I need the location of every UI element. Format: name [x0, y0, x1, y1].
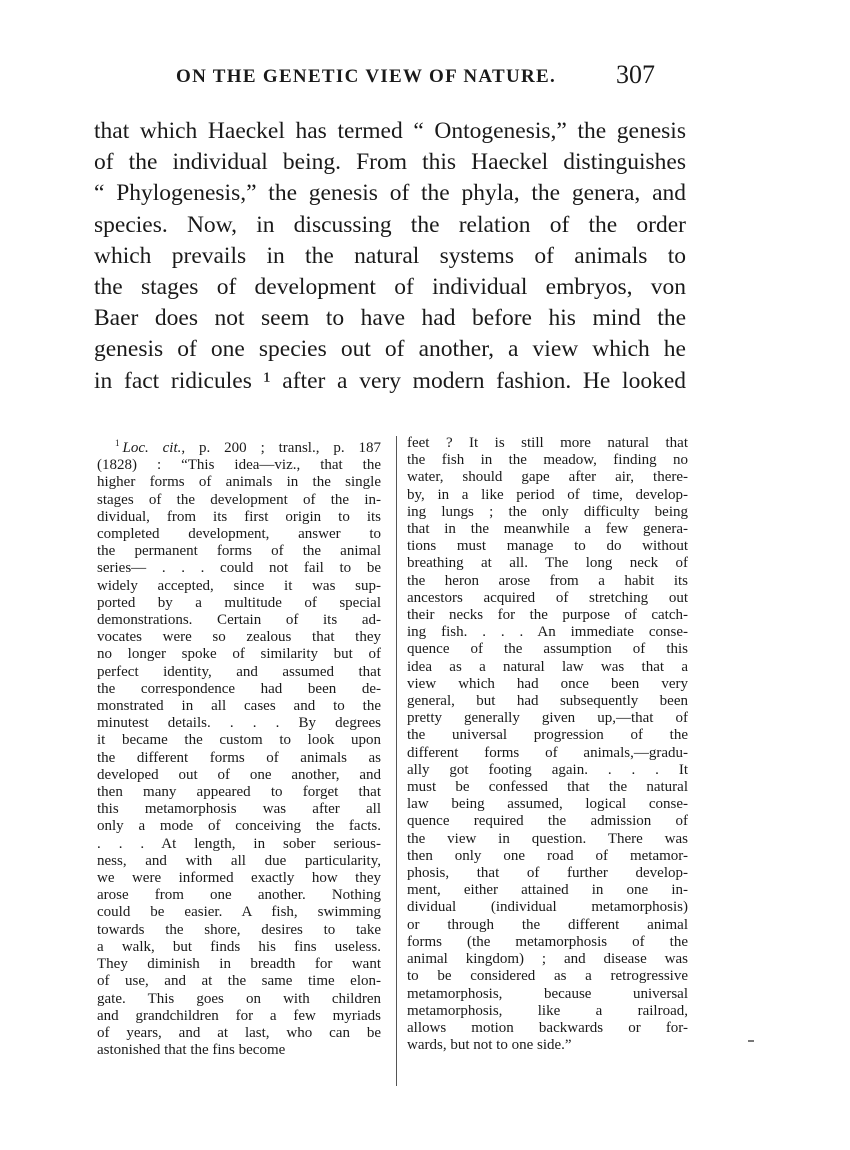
footnote-line: quence required the admission of — [407, 813, 688, 830]
footnote-line: the permanent forms of the animal — [97, 543, 381, 560]
body-paragraph — [94, 116, 686, 397]
footnote-line: general, but had subsequently been — [407, 693, 688, 710]
footnote-line — [97, 435, 381, 457]
body-text-line: of the individual being. From this Haeckel distinguishes — [94, 149, 686, 176]
footnote-line: dividual, from its first origin to its — [97, 508, 381, 525]
footnote-line: different forms of animals,—gradu- — [407, 744, 688, 761]
footnote-line: the heron arose from a habit its — [407, 572, 688, 589]
body-text-line: Baer does not seem to have had before his mind the — [94, 305, 686, 332]
footnote-line: animal kingdom) ; and disease was — [407, 951, 688, 968]
footnote-line: monstrated in all cases and to the — [97, 698, 381, 715]
footnote-line: widely accepted, since it was sup- — [97, 577, 381, 594]
footnote-line: could be easier. A fish, swimming — [97, 904, 381, 921]
footnote-line: it became the custom to look upon — [97, 732, 381, 749]
footnote-line: breathing at all. The long neck of — [407, 555, 688, 572]
page-number: 307 — [616, 60, 655, 89]
footnote-line: only a mode of conceiving the facts. — [97, 818, 381, 835]
footnote-line: must be confessed that the natural — [407, 779, 688, 796]
footnote-line: phosis, that of further develop- — [407, 865, 688, 882]
footnote-line: higher forms of animals in the single — [97, 474, 381, 491]
footnote-left-column — [97, 435, 381, 1059]
footnote-line: that in the meanwhile a few genera- — [407, 521, 688, 538]
footnote-line: wards, but not to one side.” — [407, 1037, 572, 1054]
footnote-line: then only one road of metamor- — [407, 847, 688, 864]
footnote-line: (1828) : “This idea—viz., that the — [97, 457, 381, 474]
footnote-line: dividual (individual metamorphosis) — [407, 899, 688, 916]
footnote-line: minutest details. . . . By degrees — [97, 715, 381, 732]
footnote-line: feet ? It is still more natural that — [407, 435, 688, 451]
footnote-line: law being assumed, logical conse- — [407, 796, 688, 813]
footnote-line: then many appeared to forget that — [97, 784, 381, 801]
footnote-line: ported by a multitude of special — [97, 594, 381, 611]
body-text-line: species. Now, in discussing the relation of the order — [94, 211, 686, 238]
body-text-line: the stages of development of individual embryos, von — [94, 274, 686, 301]
page-header — [0, 58, 850, 98]
footnote-line: a walk, but finds his fins useless. — [97, 938, 381, 955]
footnote-line: ment, either attained in one in- — [407, 882, 688, 899]
footnote-line: their necks for the purpose of catch- — [407, 607, 688, 624]
footnote-line: ally got footing again. . . . It — [407, 761, 688, 778]
footnote-line: no longer spoke of similarity but of — [97, 646, 381, 663]
footnote-line: view which had once been very — [407, 675, 688, 692]
footnote-line: developed out of one another, and — [97, 766, 381, 783]
footnote-line: perfect identity, and assumed that — [97, 663, 381, 680]
footnote-line: allows motion backwards or for- — [407, 1019, 688, 1036]
footnote-line: of years, and at last, who can be — [97, 1024, 381, 1041]
footnote-line: this metamorphosis was after all — [97, 801, 381, 818]
footnote-line: . . . At length, in sober serious- — [97, 835, 381, 852]
footnote-line: pretty generally given up,—that of — [407, 710, 688, 727]
footnote-line: demonstrations. Certain of its ad- — [97, 612, 381, 629]
running-head: ON THE GENETIC VIEW OF NATURE. — [176, 66, 557, 87]
footnote-line: stages of the development of the in- — [97, 491, 381, 508]
footnote-line: tions must manage to do without — [407, 538, 688, 555]
footnote-line: ness, and with all due particularity, — [97, 852, 381, 869]
body-text-line: in fact ridicules ¹ after a very modern fashion. He looked — [94, 367, 686, 394]
footnote-line: by, in a like period of time, develop- — [407, 486, 688, 503]
footnote-text: Loc. cit., p. 200 ; transl., p. 187 — [122, 440, 381, 456]
body-text-line: “ Phylogenesis,” the genesis of the phyla, the genera, and — [94, 180, 686, 207]
footnote-line: They diminish in breadth for want — [97, 956, 381, 973]
footnote-line: completed development, answer to — [97, 526, 381, 543]
footnote-line: to be considered as a retrogressive — [407, 968, 688, 985]
footnote-line: metamorphosis, because universal — [407, 985, 688, 1002]
footnote-line: and grandchildren for a few myriads — [97, 1007, 381, 1024]
footnote-column-divider — [396, 436, 397, 1086]
footnote-line: the universal progression of the — [407, 727, 688, 744]
footnote-line: of use, and at the same time elon- — [97, 973, 381, 990]
footnote-line: quence of the assumption of this — [407, 641, 688, 658]
footnote-line: gate. This goes on with children — [97, 990, 381, 1007]
body-text-line: which prevails in the natural systems of animals to — [94, 242, 686, 269]
footnote-line: towards the shore, desires to take — [97, 921, 381, 938]
body-text-line: genesis of one species out of another, a view which he — [94, 336, 686, 363]
footnote-line: we were informed exactly how they — [97, 870, 381, 887]
footnote-line: the correspondence had been de- — [97, 680, 381, 697]
footnote-line: series— . . . could not fail to be — [97, 560, 381, 577]
footnote-line: the different forms of animals as — [97, 749, 381, 766]
body-text-line: that which Haeckel has termed “ Ontogenesis,” the genesis — [94, 118, 686, 144]
footnote-right-column — [407, 435, 688, 1054]
footnote-line: or through the different animal — [407, 916, 688, 933]
footnote-line: ing lungs ; the only difficulty being — [407, 503, 688, 520]
footnote-line: idea as a natural law was that a — [407, 658, 688, 675]
footnote-line: vocates were so zealous that they — [97, 629, 381, 646]
footnote-line: the fish in the meadow, finding no — [407, 452, 688, 469]
margin-mark — [748, 1040, 754, 1042]
footnote-line: forms (the metamorphosis of the — [407, 933, 688, 950]
footnote-line: water, should gape after air, there- — [407, 469, 688, 486]
footnote-marker: 1 — [115, 438, 120, 448]
footnote-line: metamorphosis, like a railroad, — [407, 1002, 688, 1019]
footnote-line: ancestors acquired of stretching out — [407, 589, 688, 606]
footnote-line: ing fish. . . . An immediate conse- — [407, 624, 688, 641]
footnote-line: astonished that the fins become — [97, 1042, 286, 1059]
footnote-line: the view in question. There was — [407, 830, 688, 847]
footnote-line: arose from one another. Nothing — [97, 887, 381, 904]
